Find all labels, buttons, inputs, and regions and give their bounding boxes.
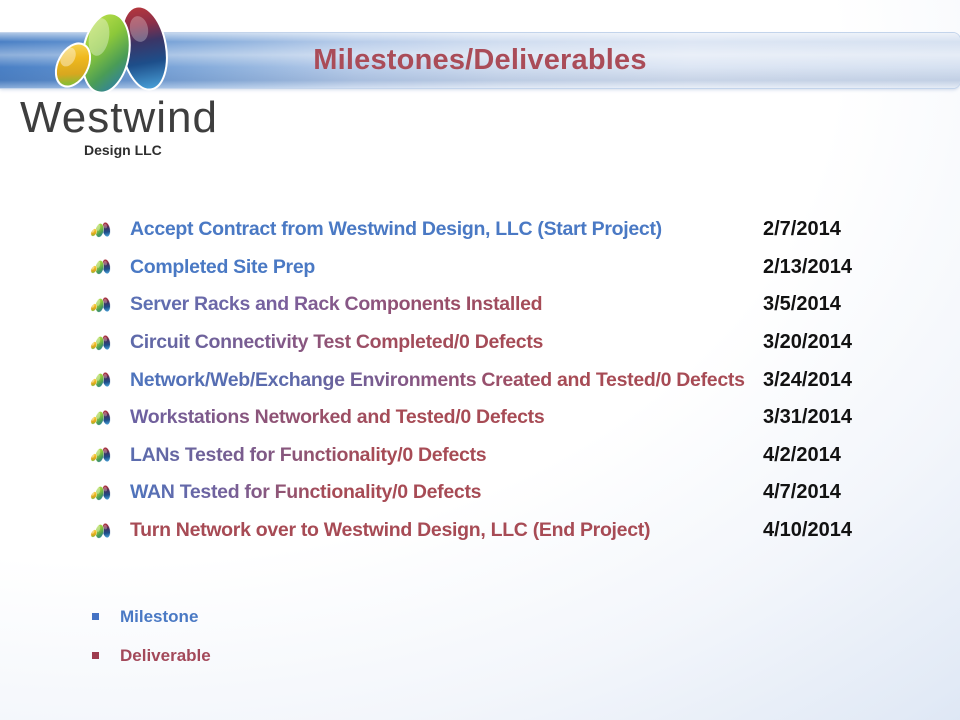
westwind-bullet-icon xyxy=(90,409,111,427)
milestone-text: Turn Network over to Westwind Design, LLC (End Project) xyxy=(130,519,651,542)
list-item xyxy=(90,361,852,399)
milestone-date: 4/10/2014 xyxy=(763,519,852,542)
list-item xyxy=(90,249,852,287)
westwind-bullet-icon xyxy=(90,296,111,314)
milestone-date: 3/5/2014 xyxy=(763,293,841,316)
milestone-date: 2/13/2014 xyxy=(763,255,852,278)
westwind-bullet-icon xyxy=(90,484,111,502)
westwind-bullet-icon xyxy=(90,258,111,276)
list-item xyxy=(90,512,852,550)
legend xyxy=(92,597,211,675)
list-item xyxy=(90,437,852,475)
westwind-bullet-icon xyxy=(90,446,111,464)
page-title: Milestones/Deliverables xyxy=(313,44,647,76)
milestone-text: Workstations Networked and Tested/0 Defects xyxy=(130,406,545,429)
milestone-date: 2/7/2014 xyxy=(763,218,841,241)
legend-label: Milestone xyxy=(120,606,199,626)
milestone-text: Server Racks and Rack Components Installed xyxy=(130,293,543,316)
milestone-text: Circuit Connectivity Test Completed/0 Defects xyxy=(130,331,544,354)
milestone-date: 3/24/2014 xyxy=(763,368,852,391)
westwind-logo-icon xyxy=(50,1,172,101)
list-item xyxy=(90,211,852,249)
list-item xyxy=(90,474,852,512)
legend-item-deliverable xyxy=(92,636,211,675)
westwind-bullet-icon xyxy=(90,221,111,239)
list-item xyxy=(90,399,852,437)
milestone-text: Completed Site Prep xyxy=(130,255,316,278)
list-item xyxy=(90,286,852,324)
logo-wordmark: Westwind xyxy=(20,93,218,142)
milestone-date: 4/7/2014 xyxy=(763,481,841,504)
milestone-text: Accept Contract from Westwind Design, LLC (Start Project) xyxy=(130,218,662,241)
milestone-date: 3/20/2014 xyxy=(763,331,852,354)
milestone-text: WAN Tested for Functionality/0 Defects xyxy=(130,481,482,504)
milestone-text: Network/Web/Exchange Environments Created and Tested/0 Defects xyxy=(130,368,745,391)
westwind-bullet-icon xyxy=(90,371,111,389)
milestone-date: 4/2/2014 xyxy=(763,443,841,466)
square-bullet-icon xyxy=(92,613,99,620)
legend-label: Deliverable xyxy=(120,645,211,665)
square-bullet-icon xyxy=(92,652,99,659)
milestone-date: 3/31/2014 xyxy=(763,406,852,429)
milestone-text: LANs Tested for Functionality/0 Defects xyxy=(130,443,487,466)
list-item xyxy=(90,324,852,362)
westwind-bullet-icon xyxy=(90,334,111,352)
milestones-list xyxy=(90,211,852,549)
logo-subtitle: Design LLC xyxy=(84,142,162,158)
legend-item-milestone xyxy=(92,597,211,636)
westwind-bullet-icon xyxy=(90,522,111,540)
